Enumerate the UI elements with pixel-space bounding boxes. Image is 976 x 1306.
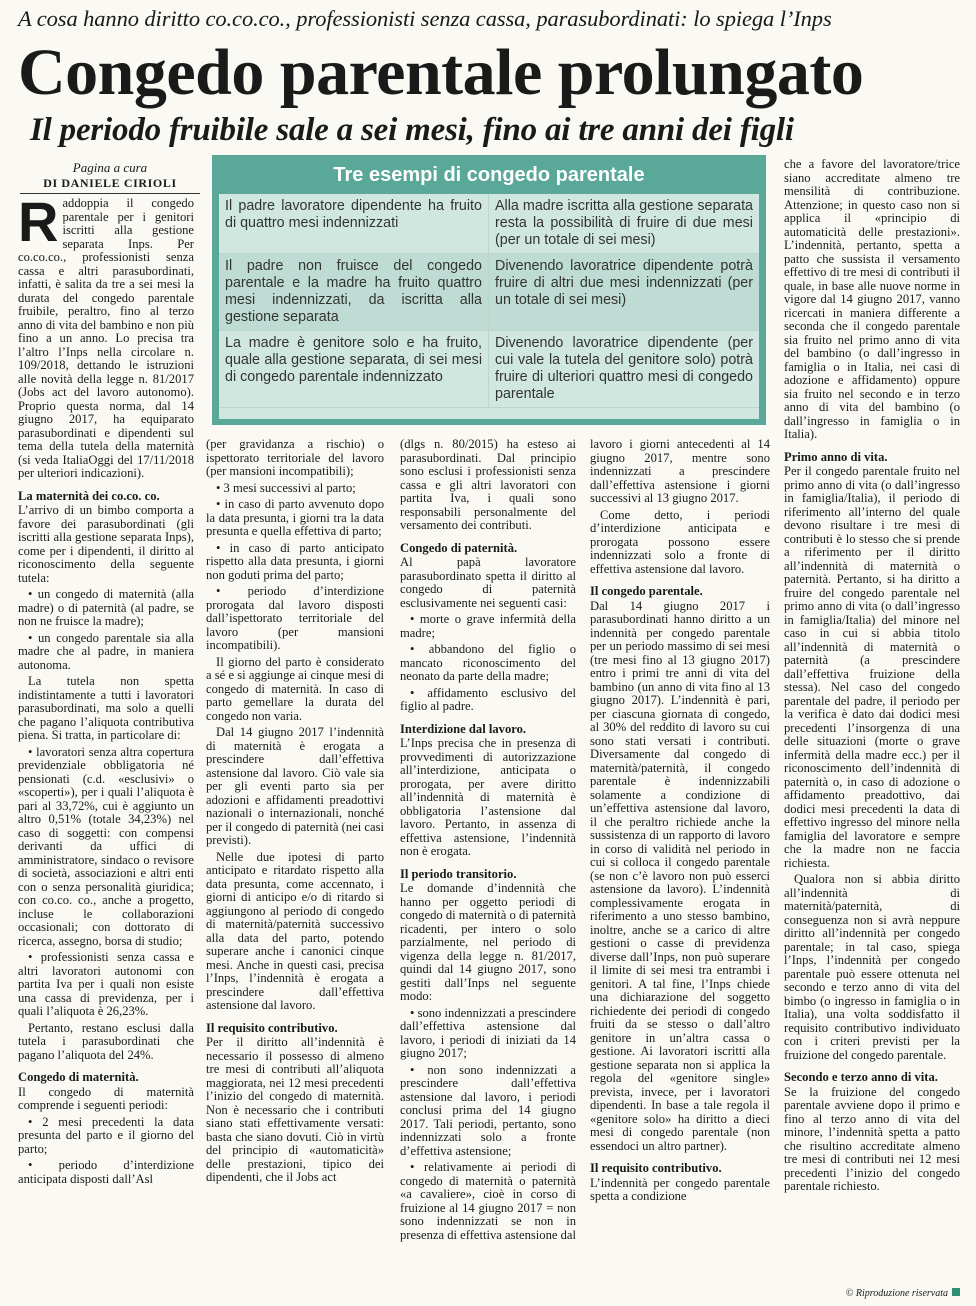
bullet-item: • in caso di parto anticipato rispetto alla data presunta, i giorni non goduti prima del parto; [206, 540, 384, 582]
paragraph: che a favore del lavoratore/trice siano accreditate almeno tre mensilità di contribuzione. Attenzione; in questo caso non si applica il «principio di automaticità delle prestazioni». L’indennità, pertanto, spetta a patto che sussista il versamento effettivo di tre mesi di contributi il quale, in base alle nuove norme in vigore dal 14 giugno 2017, vanno ricercati in maniera differente a seconda che il congedo parentale sia fruito nel primo anno di vita del bambino (o dall’ingresso in famiglia o in Italia, nei casi di adozione e affidamento) oppure sia fruito nel secondo e in terzo anno di vita del bambino (o dall’ingresso in famiglia o in Italia). [784, 158, 960, 441]
bullet-item: • affidamento esclusivo del figlio al padre. [400, 685, 576, 713]
paragraph: Pertanto, restano esclusi dalla tutela i parasubordinati che pagano l’aliquota del 24%. [18, 1020, 194, 1062]
bullet-item: • relativamente ai periodi di congedo di maternità o paternità «a cavaliere», cioè in corso di fruizione al 14 giugno 2017 = non sono indennizzati se non in presenza di effettiva astensione dal [400, 1160, 576, 1242]
column-2 [206, 438, 384, 1302]
bullet-item: • non sono indennizzati a prescindere dall’effettiva astensione dal lavoro, i periodi conclusi prima del 14 giugno 2017. Tali periodi, pertanto, sono indennizzati solo a fronte d’effettiva astensione; [400, 1062, 576, 1158]
paragraph: Come detto, i periodi d’interdizione anticipata e prorogata possono essere indennizzati solo a fronte di effettiva astensione dal lavoro. [590, 507, 770, 576]
bullet-item: • periodo d’interdizione prorogata dal lavoro disposti dall’ispettorato territoriale del lavoro (per mansioni incompatibili). [206, 584, 384, 652]
examples-cell-right: Divenendo lavoratrice dipendente (per cui vale la tutela del genitore solo) potrà fruire di ulteriori quattro mesi di congedo parentale [495, 335, 753, 402]
examples-cell-right: Divenendo lavoratrice dipendente potrà fruire di altri due mesi indennizzati (per un totale di sei mesi) [495, 258, 753, 308]
bullet-item: • in caso di parto avvenuto dopo la data presunta, i giorni tra la data presunta e quella effettiva di parto; [206, 497, 384, 538]
paragraph: Per il congedo parentale fruito nel primo anno di vita (o dall’ingresso in famiglia/Italia), il periodo di riferimento all’interno del quale devono risultare i tre mesi di contributi è lo stesso che si prende a riferimento per il diritto all’indennità di maternità o paternità. Pertanto, si ha diritto a fruire del congedo parentale nel primo anno di vita (o dall’ingresso in famiglia/Italia) del minore nel caso in cui si abbia titolo all’indennità di maternità o paternità (a prescindere dall’effettiva fruizione della stessa). Nel caso del congedo parentale del padre, il periodo per la verifica è dato dai dodici mesi precedenti l’insorgenza di una delle situazioni (morte o grave infermità della madre ecc.) per il riconoscimento dell’indennità di paternità o, in caso di adozione o affidamento preadottivo, dai dodici mesi precedenti la data di effettivo ingresso del minore nella famiglia del lavoratore e sempre che la madre non ne faccia richiesta. [784, 464, 960, 870]
paragraph: Qualora non si abbia diritto all’indennità di maternità/paternità, di conseguenza non si avrà neppure diritto all’indennità per congedo parentale; in tal caso, spiega l’Inps, l’indennità per congedo parentale può essere ottenuta nel secondo e terzo anno di vita del bimbo (o ingresso in famiglia o in Italia), una volta soddisfatto il requisito contributivo individuato con i criteri previsti per la fruizione del congedo parentale. [784, 872, 960, 1062]
article-kicker: A cosa hanno diritto co.co.co., professionisti senza cassa, parasubordinati: lo spiega l’Inps [18, 6, 832, 31]
end-square-icon [952, 1288, 960, 1296]
paragraph: L’Inps precisa che in presenza di provvedimenti di autorizzazione all’interdizione, anticipata o prorogata, per avere diritto all’indennità di maternità è obbligatoria l’astensione dal lavoro. Pertanto, in assenza di effettiva astensione, l’indennità non è erogata. [400, 736, 576, 858]
bullet-item: • un congedo parentale sia alla madre che al padre, in maniera autonoma. [18, 630, 194, 672]
byline [20, 160, 200, 194]
article-headline: Congedo parentale prolungato [18, 36, 864, 109]
paragraph: Il giorno del parto è considerato a sé e si aggiunge ai cinque mesi di congedo di maternità. In caso di parto gemellare la durata del congedo non varia. [206, 654, 384, 723]
section-heading: Congedo di paternità. [400, 540, 518, 555]
examples-cell-left: La madre è genitore solo e ha fruito, quale alla gestione separata, di sei mesi di congedo parentale indennizzato [219, 331, 489, 407]
copyright-text: © Riproduzione riservata [845, 1288, 948, 1299]
examples-cell-right: Alla madre iscritta alla gestione separata resta la possibilità di fruire di due mesi (per un totale di sei mesi) [495, 198, 753, 248]
column-3 [400, 438, 576, 1302]
copyright-note [820, 1288, 960, 1299]
paragraph: Dal 14 giugno 2017 l’indennità di maternità è erogata a prescindere dall’effettiva astensione dal lavoro. Ciò vale sia per gli eventi parto sia per adozioni e affidamenti preadottivi nazionali o internazionali, nonché per il congedo di paternità (nei casi previsti). [206, 725, 384, 847]
section-heading: Il requisito contributivo. [590, 1161, 722, 1175]
drop-cap: R [18, 197, 59, 253]
section-heading: Primo anno di vita. [784, 449, 888, 464]
section-heading: Il periodo transitorio. [400, 866, 517, 881]
paragraph: L’indennità per congedo parentale spetta a condizione [590, 1175, 770, 1203]
examples-box-title: Tre esempi di congedo parentale [333, 164, 645, 186]
paragraph: lavoro i giorni antecedenti al 14 giugno 2017, mentre sono indennizzati a prescindere dall’effettiva astensione i giorni successivi al 13 giugno 2017. [590, 438, 770, 505]
bullet-item: • 3 mesi successivi al parto; [216, 480, 356, 495]
paragraph: Per il diritto all’indennità è necessario il possesso di almeno tre mesi di contributi all’aliquota maggiorata, nei 12 mesi precedenti l’inizio del congedo di maternità. Non è necessario che i contributi siano stati effettivamente versati: basta che siano dovuti. Ciò in virtù del principio di «automaticità» delle prestazioni, tipico dei dipendenti, che il Jobs act [206, 1035, 384, 1184]
examples-grid [219, 194, 759, 419]
paragraph: Dal 14 giugno 2017 i parasubordinati hanno diritto a un indennità per congedo parentale per un periodo massimo di sei mesi (tre mesi fino al 13 giugno 2017) entro i primi tre anni di vita del bambino (un anno di vita fino al 13 giugno 2017). L’indennità è pari, per ciascuna giornata di congedo, al 30% del reddito di lavoro su cui sono stati versati i contributi. Diversamente dal congedo di maternità/paternità, il congedo parentale è indennizzabili solamente a condizione di un’effettiva astensione dal lavoro, il che peraltro richiede anche la sussistenza di un rapporto di lavoro in corso di validità nel periodo in cui si colloca il congedo parentale (se non c’è lavoro non può esserci astensione da lavoro). L’indennità complessivamente erogata in riferimento a uno stesso bambino, inoltre, anche se a carico di altre gestioni o casse di previdenza diverse dall’Inps, non può superare il limite di sei mesi tra entrambi i genitori. A tal fine, l’Inps chiede una dichiarazione del soggetto richiedente dei periodi di congedo fruiti da se stesso o dall’altro genitore in un’altra cassa o gestione. Ai lavoratori iscritti alla gestione separata non si applica la regola del «genitore single» prevista, invece, per i lavoratori dipendenti. In base a tale regola il «genitore solo» ha diritto a dieci mesi di congedo parentale (non essendoci un altro partner). [590, 598, 770, 1153]
section-heading: Il congedo parentale. [590, 584, 703, 598]
paragraph: L’arrivo di un bimbo comporta a favore dei parasubordinati (gli iscritti alla gestione separata Inps), come per i dipendenti, il diritto al riconoscimento della seguente tutela: [18, 503, 194, 585]
examples-box [212, 155, 766, 425]
byline-divider [20, 193, 200, 194]
paragraph: Al papà lavoratore parasubordinato spetta il diritto al congedo di paternità esclusivamente nei seguenti casi: [400, 555, 576, 610]
paragraph-text: addoppia il congedo parentale per i genitori iscritti alla gestione separata Inps. Per co.co.co., professionisti senza cassa e altri parasubordinati, infatti, è salita da tre a sei mesi la durata del congedo parentale fruibile, peraltro, fino al terzo anno di vita del bambino e non più fino a un anno. Lo precisa tra l’altro l’Inps nella circolare n. 109/2018, dettando le istruzioni alle novità della legge n. 81/2017 (Jobs act del lavoro autonomo). Proprio questa norma, dal 14 giugno 2017, ha equiparato parasubordinati e dipendenti sul tema della tutela della maternità (si veda ItaliaOggi del 17/11/2018 per ulteriori indicazioni). [18, 197, 194, 480]
column-4 [590, 438, 770, 1302]
bullet-item: • lavoratori senza altra copertura previdenziale obbligatoria né pensionati (c.d. «esclusivi» o «scoperti»), per i quali l’aliquota è pari al 33,72%, cui è aggiunto un altro 0,51% (totale 34,23%) nel caso di soggetti: con compensi derivanti da uffici di amministratore, sindaco o revisore di società, associazioni e altri enti con o senza personalità giuridica; con co.co. co., anche a progetto, incluse le collaborazioni occasionali; con dottorato di ricerca, assegno, borsa di studio; [18, 744, 194, 948]
examples-row [219, 331, 759, 408]
bullet-item: • abbandono del figlio o mancato riconoscimento del neonato da parte della madre; [400, 642, 576, 683]
paragraph: (per gravidanza a rischio) o ispettorato territoriale del lavoro (per mansioni incompatibili); [206, 438, 384, 478]
paragraph: Se la fruizione del congedo parentale avviene dopo il primo e fino al terzo anno di vita del minore, l’indennità spetta a patto che risultino accreditate almeno tre mesi di contributi nei 12 mesi precedenti l’inizio del congedo parentale richiesto. [784, 1084, 960, 1193]
column-1 [18, 197, 194, 1302]
examples-row [219, 194, 759, 254]
examples-cell-left: Il padre lavoratore dipendente ha fruito di quattro mesi indennizzati [219, 194, 489, 253]
examples-row [219, 254, 759, 331]
section-heading: Congedo di maternità. [18, 1070, 139, 1084]
article-subhead: Il periodo fruibile sale a sei mesi, fino ai tre anni dei figli [30, 112, 794, 148]
bullet-item: • 2 mesi precedenti la data presunta del parto e il giorno del parto; [18, 1114, 194, 1156]
paragraph: (dlgs n. 80/2015) ha esteso ai parasubordinati. Dal principio sono esclusi i professionisti senza cassa e gli altri lavoratori con partita Iva, i quali sono responsabili personalmente del versamento dei contributi. [400, 438, 576, 532]
bullet-item: • professionisti senza cassa e altri lavoratori autonomi con partita Iva per i quali non esiste una cassa di previdenza, per i quali l’aliquota è 26,23%. [18, 950, 194, 1018]
byline-label: Pagina a cura [72, 160, 148, 175]
paragraph: La tutela non spetta indistintamente a tutti i lavoratori parasubordinati, ma solo a quelli che pagano l’aliquota contributiva piena. Si tratta, in particolare di: [18, 674, 194, 742]
section-heading: Interdizione dal lavoro. [400, 721, 527, 736]
paragraph: Le domande d’indennità che hanno per oggetto periodi di congedo di maternità o di paternità ricadenti, per intero o solo parzialmente, nel periodo di vigenza della legge n. 81/2017, quindi dal 14 giugno 2017, sono gestiti dall’Inps nel seguente modo: [400, 881, 576, 1003]
paragraph: Nelle due ipotesi di parto anticipato e ritardato rispetto alla data presunta, come accennato, i giorni di anticipo e/o di ritardo si aggiungono al periodo di congedo di maternità/paternità successivo alla data del parto, potendo superare anche i canonici cinque mesi. Anche in questi casi, precisa l’Inps, l’indennità è erogata a prescindere dall’effettiva astensione dal lavoro. [206, 849, 384, 1012]
lead-paragraph [18, 197, 194, 481]
paragraph: Il congedo di maternità comprende i seguenti periodi: [18, 1084, 194, 1112]
bullet-item: • un congedo di maternità (alla madre) o di paternità (al padre, se non ne fruisce la madre); [18, 587, 194, 628]
bullet-item: • periodo d’interdizione anticipata disposti dall’Asl [18, 1158, 194, 1186]
section-heading: Il requisito contributivo. [206, 1020, 338, 1035]
bullet-item: • morte o grave infermità della madre; [400, 612, 576, 640]
column-5 [784, 158, 960, 1288]
examples-cell-left: Il padre non fruisce del congedo parentale e la madre ha fruito quattro mesi indennizzati, da iscritta alla gestione separata [219, 254, 489, 330]
byline-author: DI DANIELE CIRIOLI [43, 176, 177, 190]
section-heading: Secondo e terzo anno di vita. [784, 1070, 938, 1084]
section-heading: La maternità dei co.co. co. [18, 488, 160, 503]
bullet-item: • sono indennizzati a prescindere dall’effettiva astensione dal lavoro, i periodi di iniziati da 14 giugno 2017; [400, 1005, 576, 1060]
